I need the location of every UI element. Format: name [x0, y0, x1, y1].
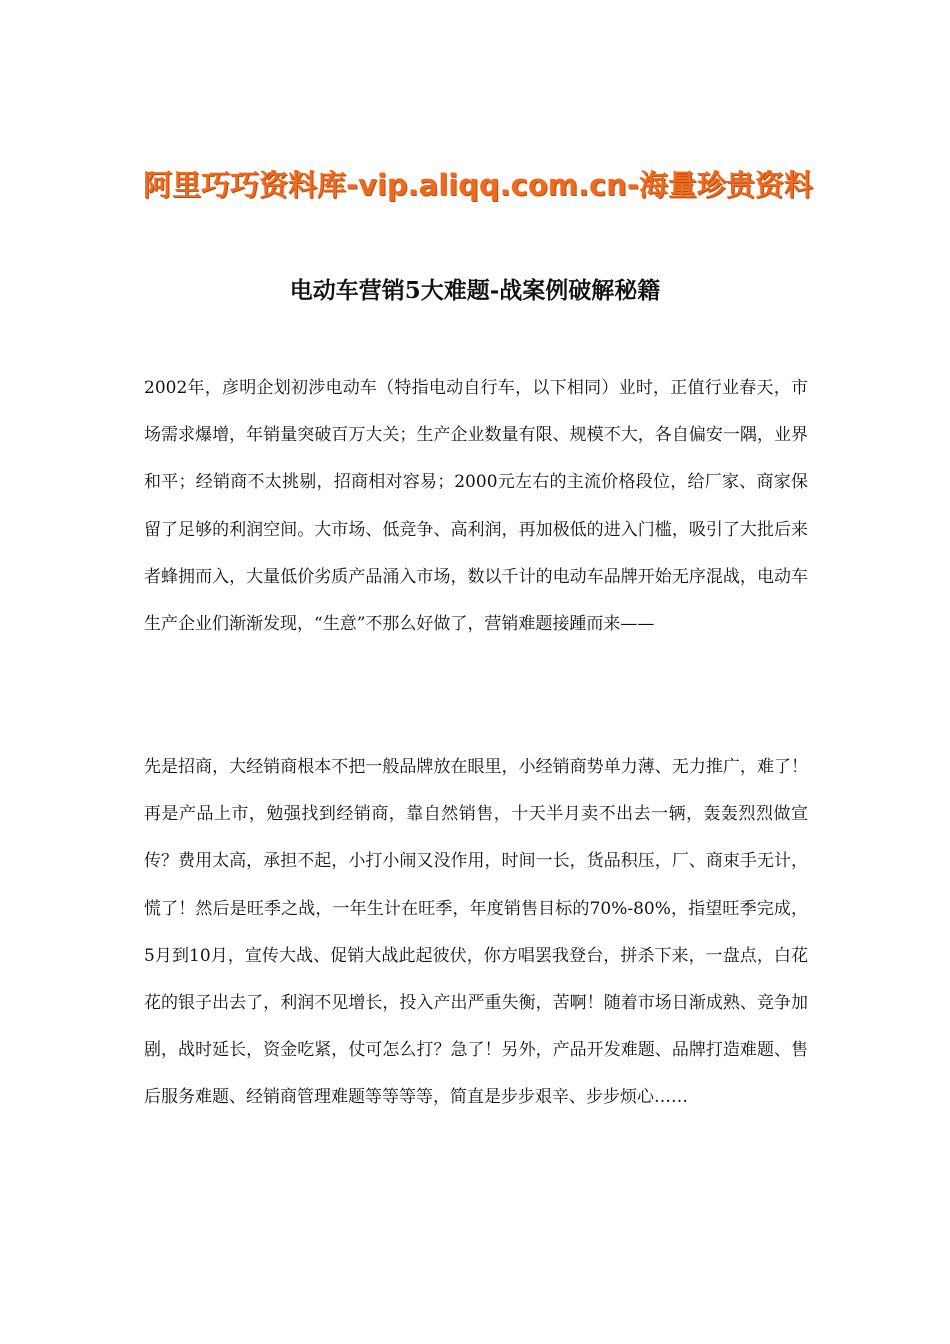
paragraph-intro: 2002年，彦明企划初涉电动车（特指电动自行车，以下相同）业时，正值行业春天，市场需求爆增，年销量突破百万大关；生产企业数量有限、规模不大，各自偏安一隅，业界和平；经销商不太挑剔，招商相对容易；2000元左右的主流价格段位，给厂家、商家保留了足够的利润空间。大市场、低竞争、高利润，再加极低的进入门槛，吸引了大批后来者蜂拥而入，大量低价劣质产品涌入市场，数以千计的电动车品牌开始无序混战，电动车生产企业们渐渐发现，“生意”不那么好做了，营销难题接踵而来—— — [144, 378, 808, 635]
paragraph-problems: 先是招商，大经销商根本不把一般品牌放在眼里，小经销商势单力薄、无力推广，难了！再是产品上市，勉强找到经销商，靠自然销售，十天半月卖不出去一辆，轰轰烈烈做宣传？费用太高，承担不起，小打小闹又没作用，时间一长，货品积压，厂、商束手无计，慌了！然后是旺季之战，一年生计在旺季，年度销售目标的70%-80%，指望旺季完成，5月到10月，宣传大战、促销大战此起彼伏，你方唱罢我登台，拼杀下来，一盘点，白花花的银子出去了，利润不见增长，投入产出严重失衡，苦啊！随着市场日渐成熟、竞争加剧，战时延长，资金吃紧，仗可怎么打？急了！另外，产品开发难题、品牌打造难题、售后服务难题、经销商管理难题等等等等，简直是步步艰辛、步步烦心…… — [144, 757, 808, 1108]
site-banner: 阿里巧巧资料库-vip.aliqq.com.cn-海量珍贵资料 — [143, 168, 813, 202]
document-title: 电动车营销5大难题-战案例破解秘籍 — [289, 277, 661, 304]
